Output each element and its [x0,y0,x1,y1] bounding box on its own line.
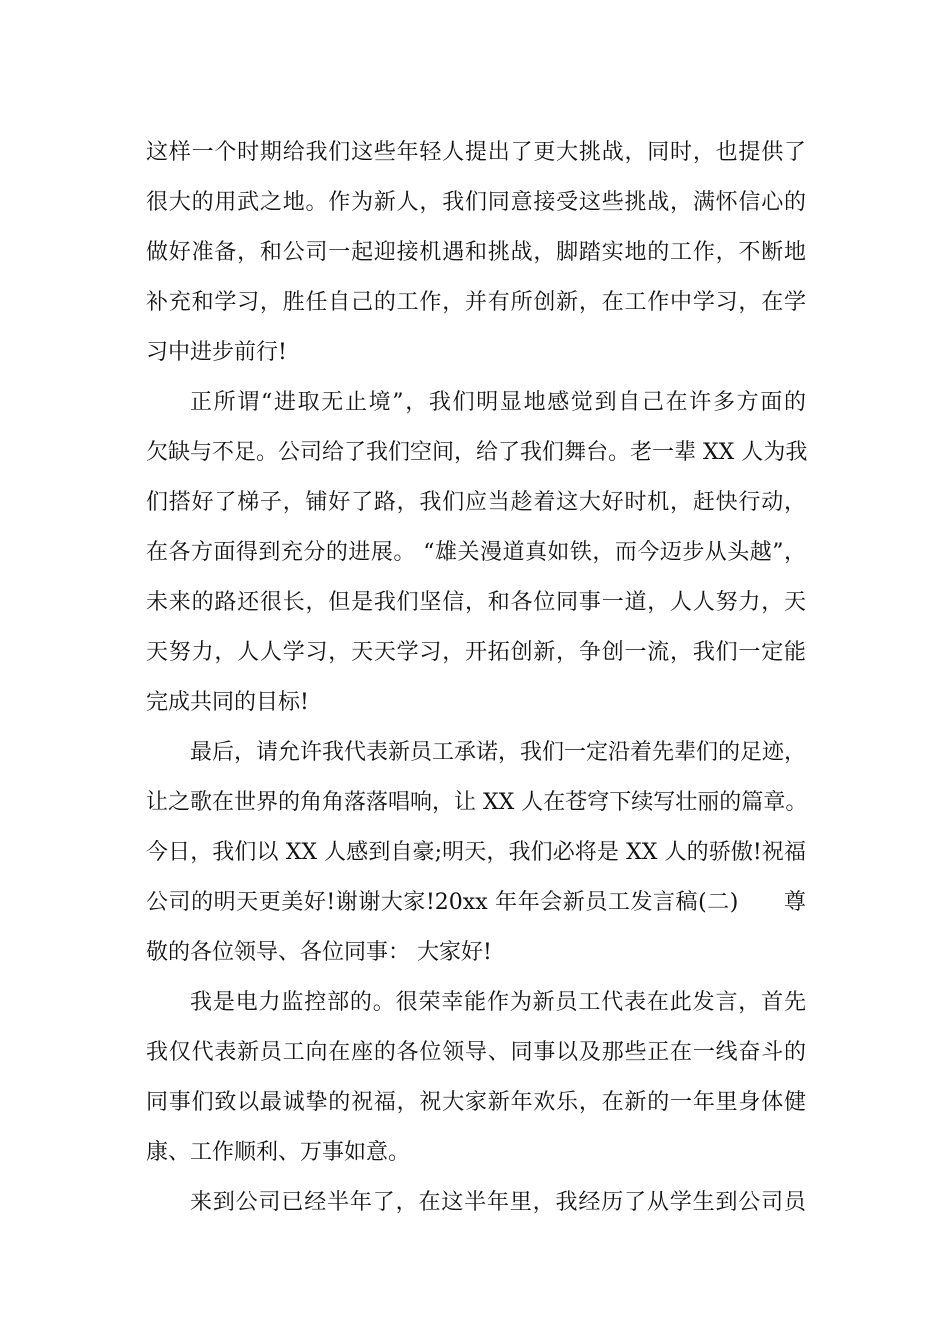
paragraph-start-line: 最后，请允许我代表新员工承诺，我们一定沿着先辈们的足迹， [190,740,807,765]
text-line: 敬的各位领导、各位同事： 大家好! [146,940,492,965]
paragraph-start-line: 正所谓“进取无止境”，我们明显地感觉到自己在许多方面的 [190,390,806,415]
text-line: 完成共同的目标! [146,690,309,715]
text-line: 同事们致以最诚挚的祝福，祝大家新年欢乐，在新的一年里身体健 [146,1090,806,1115]
text-line: 公司的明天更美好!谢谢大家!20xx 年年会新员工发言稿(二) 尊 [146,890,806,915]
text-line: 让之歌在世界的角角落落唱响，让 XX 人在苍穹下续写壮丽的篇章。 [146,790,808,815]
text-line: 我仅代表新员工向在座的各位领导、同事以及那些正在一线奋斗的 [146,1040,806,1065]
text-line: 今日，我们以 XX 人感到自豪;明天，我们必将是 XX 人的骄傲!祝福 [146,840,806,865]
text-line: 做好准备，和公司一起迎接机遇和挑战，脚踏实地的工作，不断地 [146,240,806,265]
text-line: 补充和学习，胜任自己的工作，并有所创新，在工作中学习，在学 [146,290,806,315]
body-text [146,128,806,1228]
text-line: 天努力，人人学习，天天学习，开拓创新，争创一流，我们一定能 [146,640,806,665]
text-line: 在各方面得到充分的进展。 “雄关漫道真如铁，而今迈步从头越”， [146,540,806,565]
text-line: 们搭好了梯子，铺好了路，我们应当趁着这大好时机，赶快行动， [146,490,806,515]
text-line: 这样一个时期给我们这些年轻人提出了更大挑战，同时，也提供了 [146,140,806,165]
paragraph-start-line: 来到公司已经半年了，在这半年里，我经历了从学生到公司员 [190,1190,806,1215]
text-line: 很大的用武之地。作为新人，我们同意接受这些挑战，满怀信心的 [146,190,806,215]
text-line: 习中进步前行! [146,340,287,365]
paragraph-start-line: 我是电力监控部的。很荣幸能作为新员工代表在此发言，首先 [190,990,806,1015]
text-line: 康、工作顺利、万事如意。 [146,1140,411,1165]
text-line: 未来的路还很长，但是我们坚信，和各位同事一道，人人努力，天 [146,590,806,615]
text-line: 欠缺与不足。公司给了我们空间，给了我们舞台。老一辈 XX 人为我 [146,440,808,465]
